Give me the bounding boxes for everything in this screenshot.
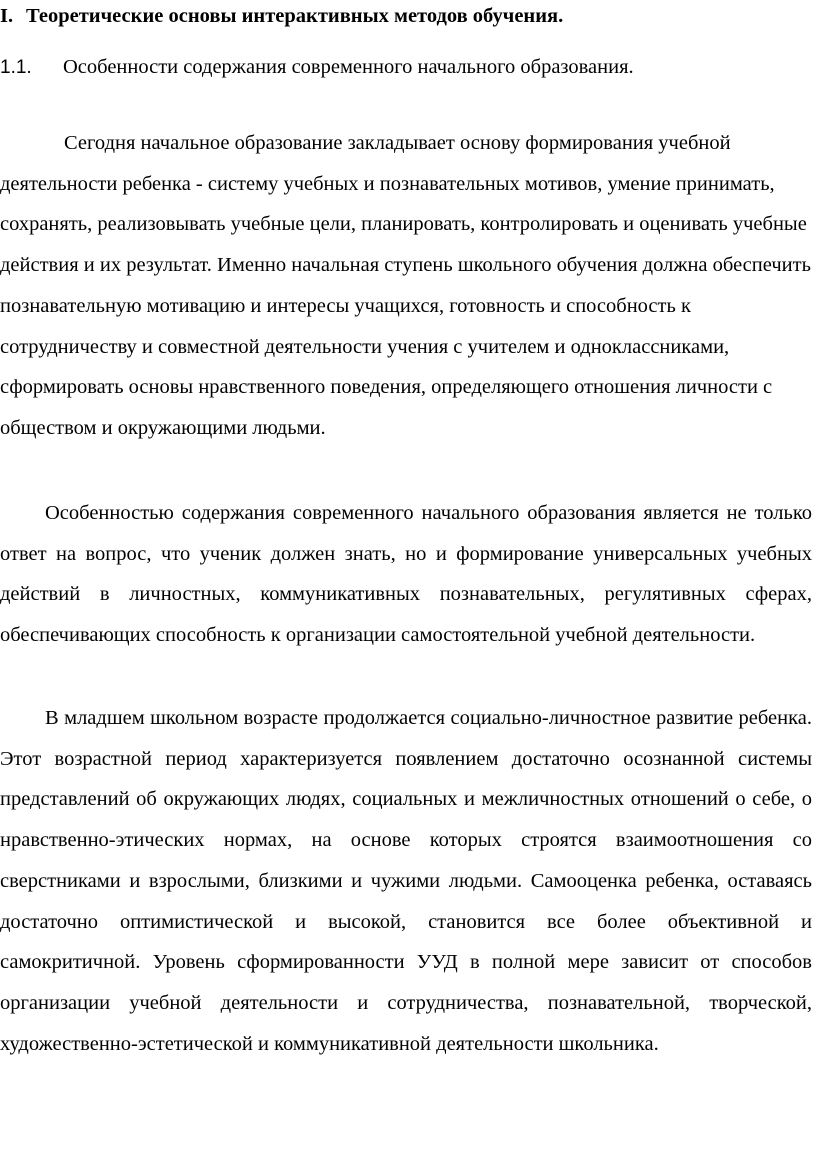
chapter-number: I. bbox=[0, 5, 14, 27]
chapter-title: Теоретические основы интерактивных методов обучения. bbox=[26, 5, 564, 27]
paragraph-3: В младшем школьном возрасте продолжается социально-личностное развитие ребенка. Этот возрастной период характеризуется появлением достаточно осознанной системы представлений об окружающих людях, социальных и межличностных отношений о себе, о нравственно-этических нормах, на основе которых строятся взаимоотношения со сверстниками и взрослыми, близкими и чужими людьми. Самооценка ребенка, оставаясь достаточно оптимистической и высокой, становится все более объективной и самокритичной. Уровень сформированности УУД в полной мере зависит от способов организации учебной деятельности и сотрудничества, познавательной, творческой, художественно-эстетической и коммуникативной деятельности школьника. bbox=[0, 707, 812, 1055]
section-heading bbox=[0, 53, 812, 82]
chapter-heading bbox=[0, 2, 812, 30]
section-title: Особенности содержания современного начального образования. bbox=[63, 56, 634, 78]
paragraph-1: Сегодня начальное образование закладывает основу формирования учебной деятельности ребенка - систему учебных и познавательных мотивов, умение принимать, сохранять, реализовывать учебные цели, планировать, контролировать и оценивать учебные действия и их результат. Именно начальная ступень школьного обучения должна обеспечить познавательную мотивацию и интересы учащихся, готовность и способность к сотрудничеству и совместной деятельности учения с учителем и одноклассниками, сформировать основы нравственного поведения, определяющего отношения личности с обществом и окружающими людьми. bbox=[0, 132, 811, 439]
paragraph-2: Особенностью содержания современного начального образования является не только ответ на вопрос, что ученик должен знать, но и формирование универсальных учебных действий в личностных, коммуникативных познавательных, регулятивных сферах, обеспечивающих способность к организации самостоятельной учебной деятельности. bbox=[0, 502, 812, 647]
section-number: 1.1. bbox=[0, 57, 32, 78]
